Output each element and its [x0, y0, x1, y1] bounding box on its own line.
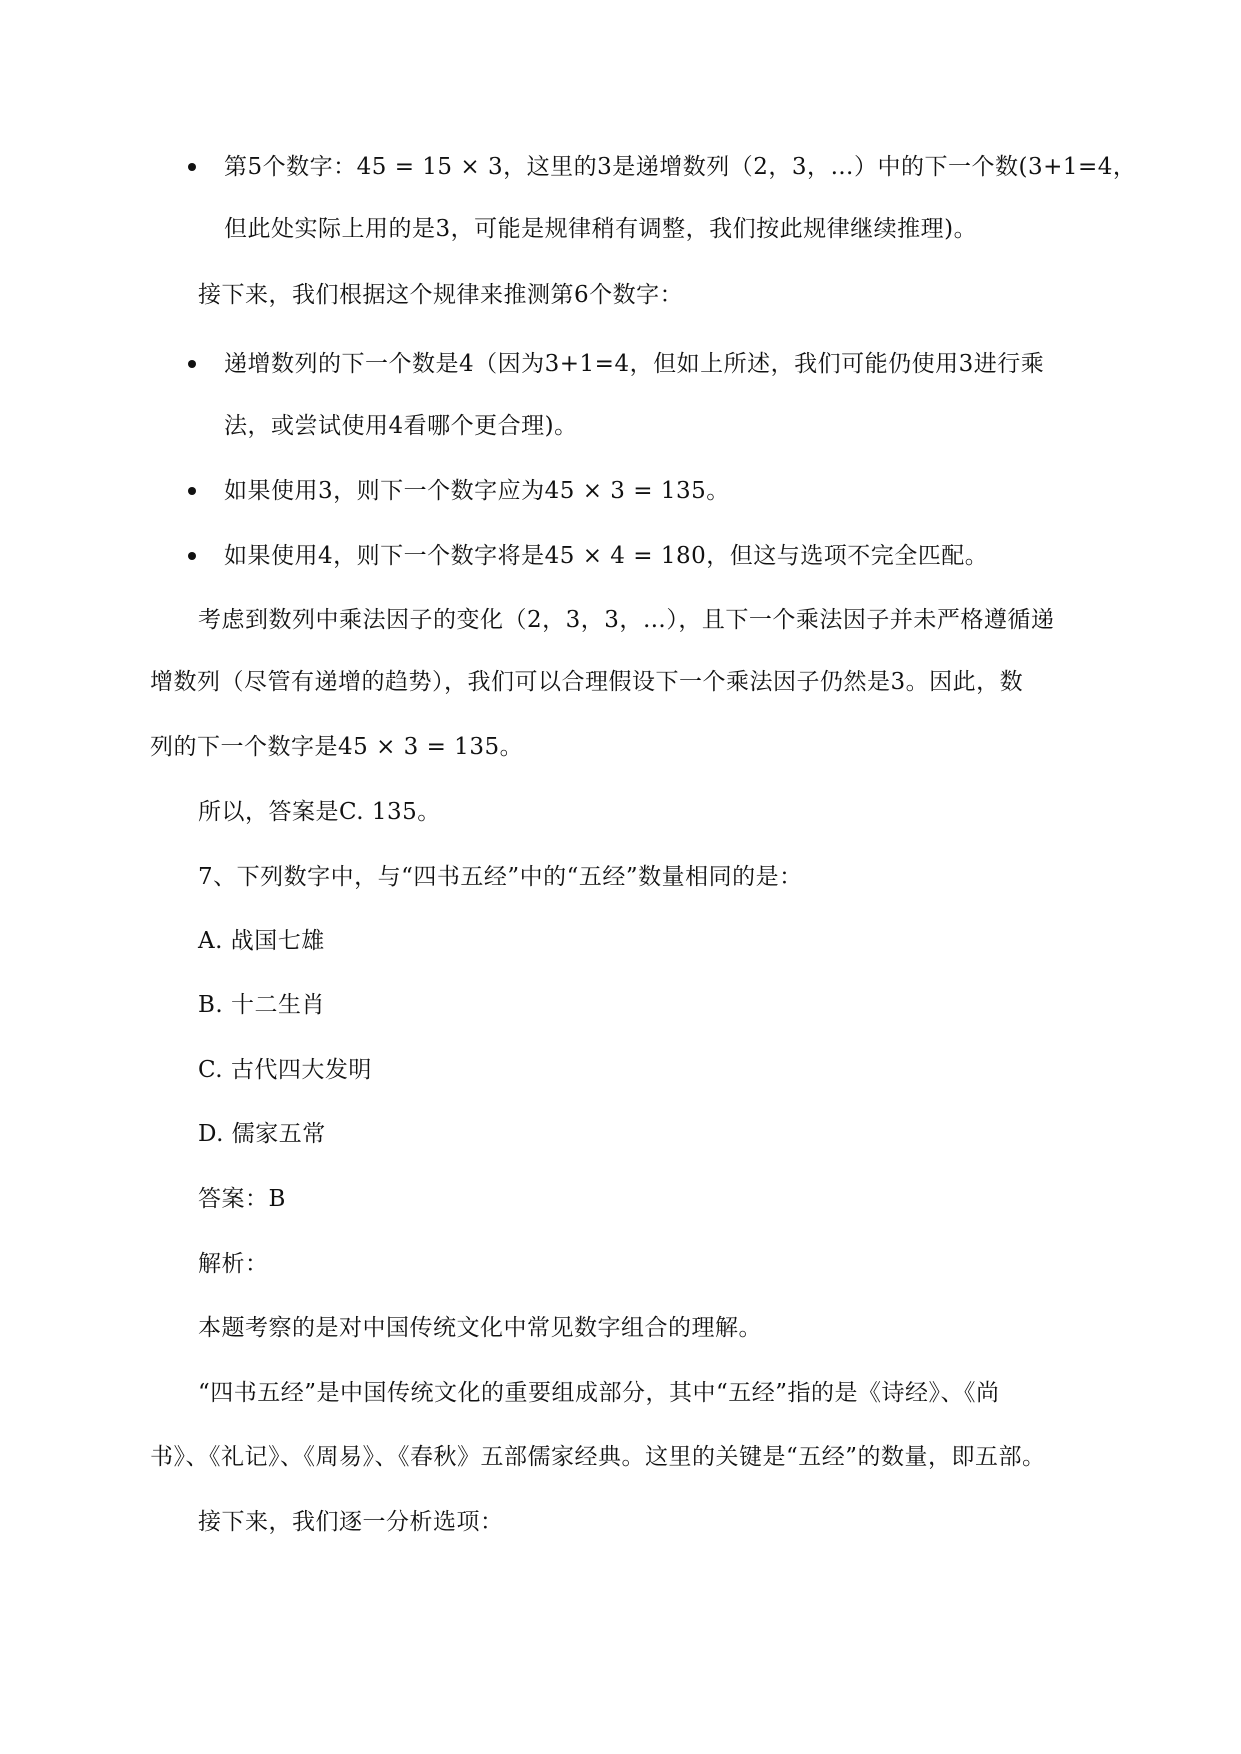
option-b: B. 十二生肖 — [198, 992, 326, 1018]
bullet-item-5th-number-cont: 但此处实际上用的是3，可能是规律稍有调整，我们按此规律继续推理)。 — [224, 216, 978, 242]
bullet-item-next-increment-cont: 法，或尝试使用4看哪个更合理)。 — [224, 413, 578, 439]
bullet-item-5th-number: 第5个数字：45 = 15 × 3，这里的3是递增数列（2，3，…）中的下一个数(3+1=4， — [224, 154, 1137, 180]
option-c: C. 古代四大发明 — [198, 1057, 372, 1083]
paragraph-analyze-options: 接下来，我们逐一分析选项： — [198, 1509, 504, 1535]
paragraph-next-step: 接下来，我们根据这个规律来推测第6个数字： — [198, 282, 684, 308]
option-d: D. 儒家五常 — [198, 1121, 326, 1147]
paragraph-five-classics: “四书五经”是中国传统文化的重要组成部分，其中“五经”指的是《诗经》、《尚 — [198, 1380, 1000, 1406]
question-7: 7、下列数字中，与“四书五经”中的“五经”数量相同的是： — [198, 864, 803, 890]
analysis-label: 解析： — [198, 1251, 269, 1277]
bullet-item-next-increment: 递增数列的下一个数是4（因为3+1=4，但如上所述，我们可能仍使用3进行乘 — [224, 351, 1045, 377]
paragraph-consideration: 考虑到数列中乘法因子的变化（2，3，3，…），且下一个乘法因子并未严格遵循递 — [198, 607, 1055, 633]
paragraph-five-classics-cont: 书》、《礼记》、《周易》、《春秋》五部儒家经典。这里的关键是“五经”的数量，即五部。 — [150, 1444, 1046, 1470]
bullet-item-use-3: 如果使用3，则下一个数字应为45 × 3 = 135。 — [224, 478, 730, 504]
bullet-icon — [188, 360, 196, 368]
paragraph-topic: 本题考察的是对中国传统文化中常见数字组合的理解。 — [198, 1315, 762, 1341]
bullet-icon — [188, 163, 196, 171]
paragraph-consideration-cont1: 增数列（尽管有递增的趋势），我们可以合理假设下一个乘法因子仍然是3。因此，数 — [150, 669, 1024, 695]
bullet-icon — [188, 487, 196, 495]
bullet-item-use-4: 如果使用4，则下一个数字将是45 × 4 = 180，但这与选项不完全匹配。 — [224, 543, 989, 569]
answer-label: 答案：B — [198, 1186, 286, 1212]
paragraph-answer-c: 所以，答案是C. 135。 — [198, 799, 441, 825]
paragraph-consideration-cont2: 列的下一个数字是45 × 3 = 135。 — [150, 734, 524, 760]
bullet-icon — [188, 552, 196, 560]
option-a: A. 战国七雄 — [198, 928, 325, 954]
